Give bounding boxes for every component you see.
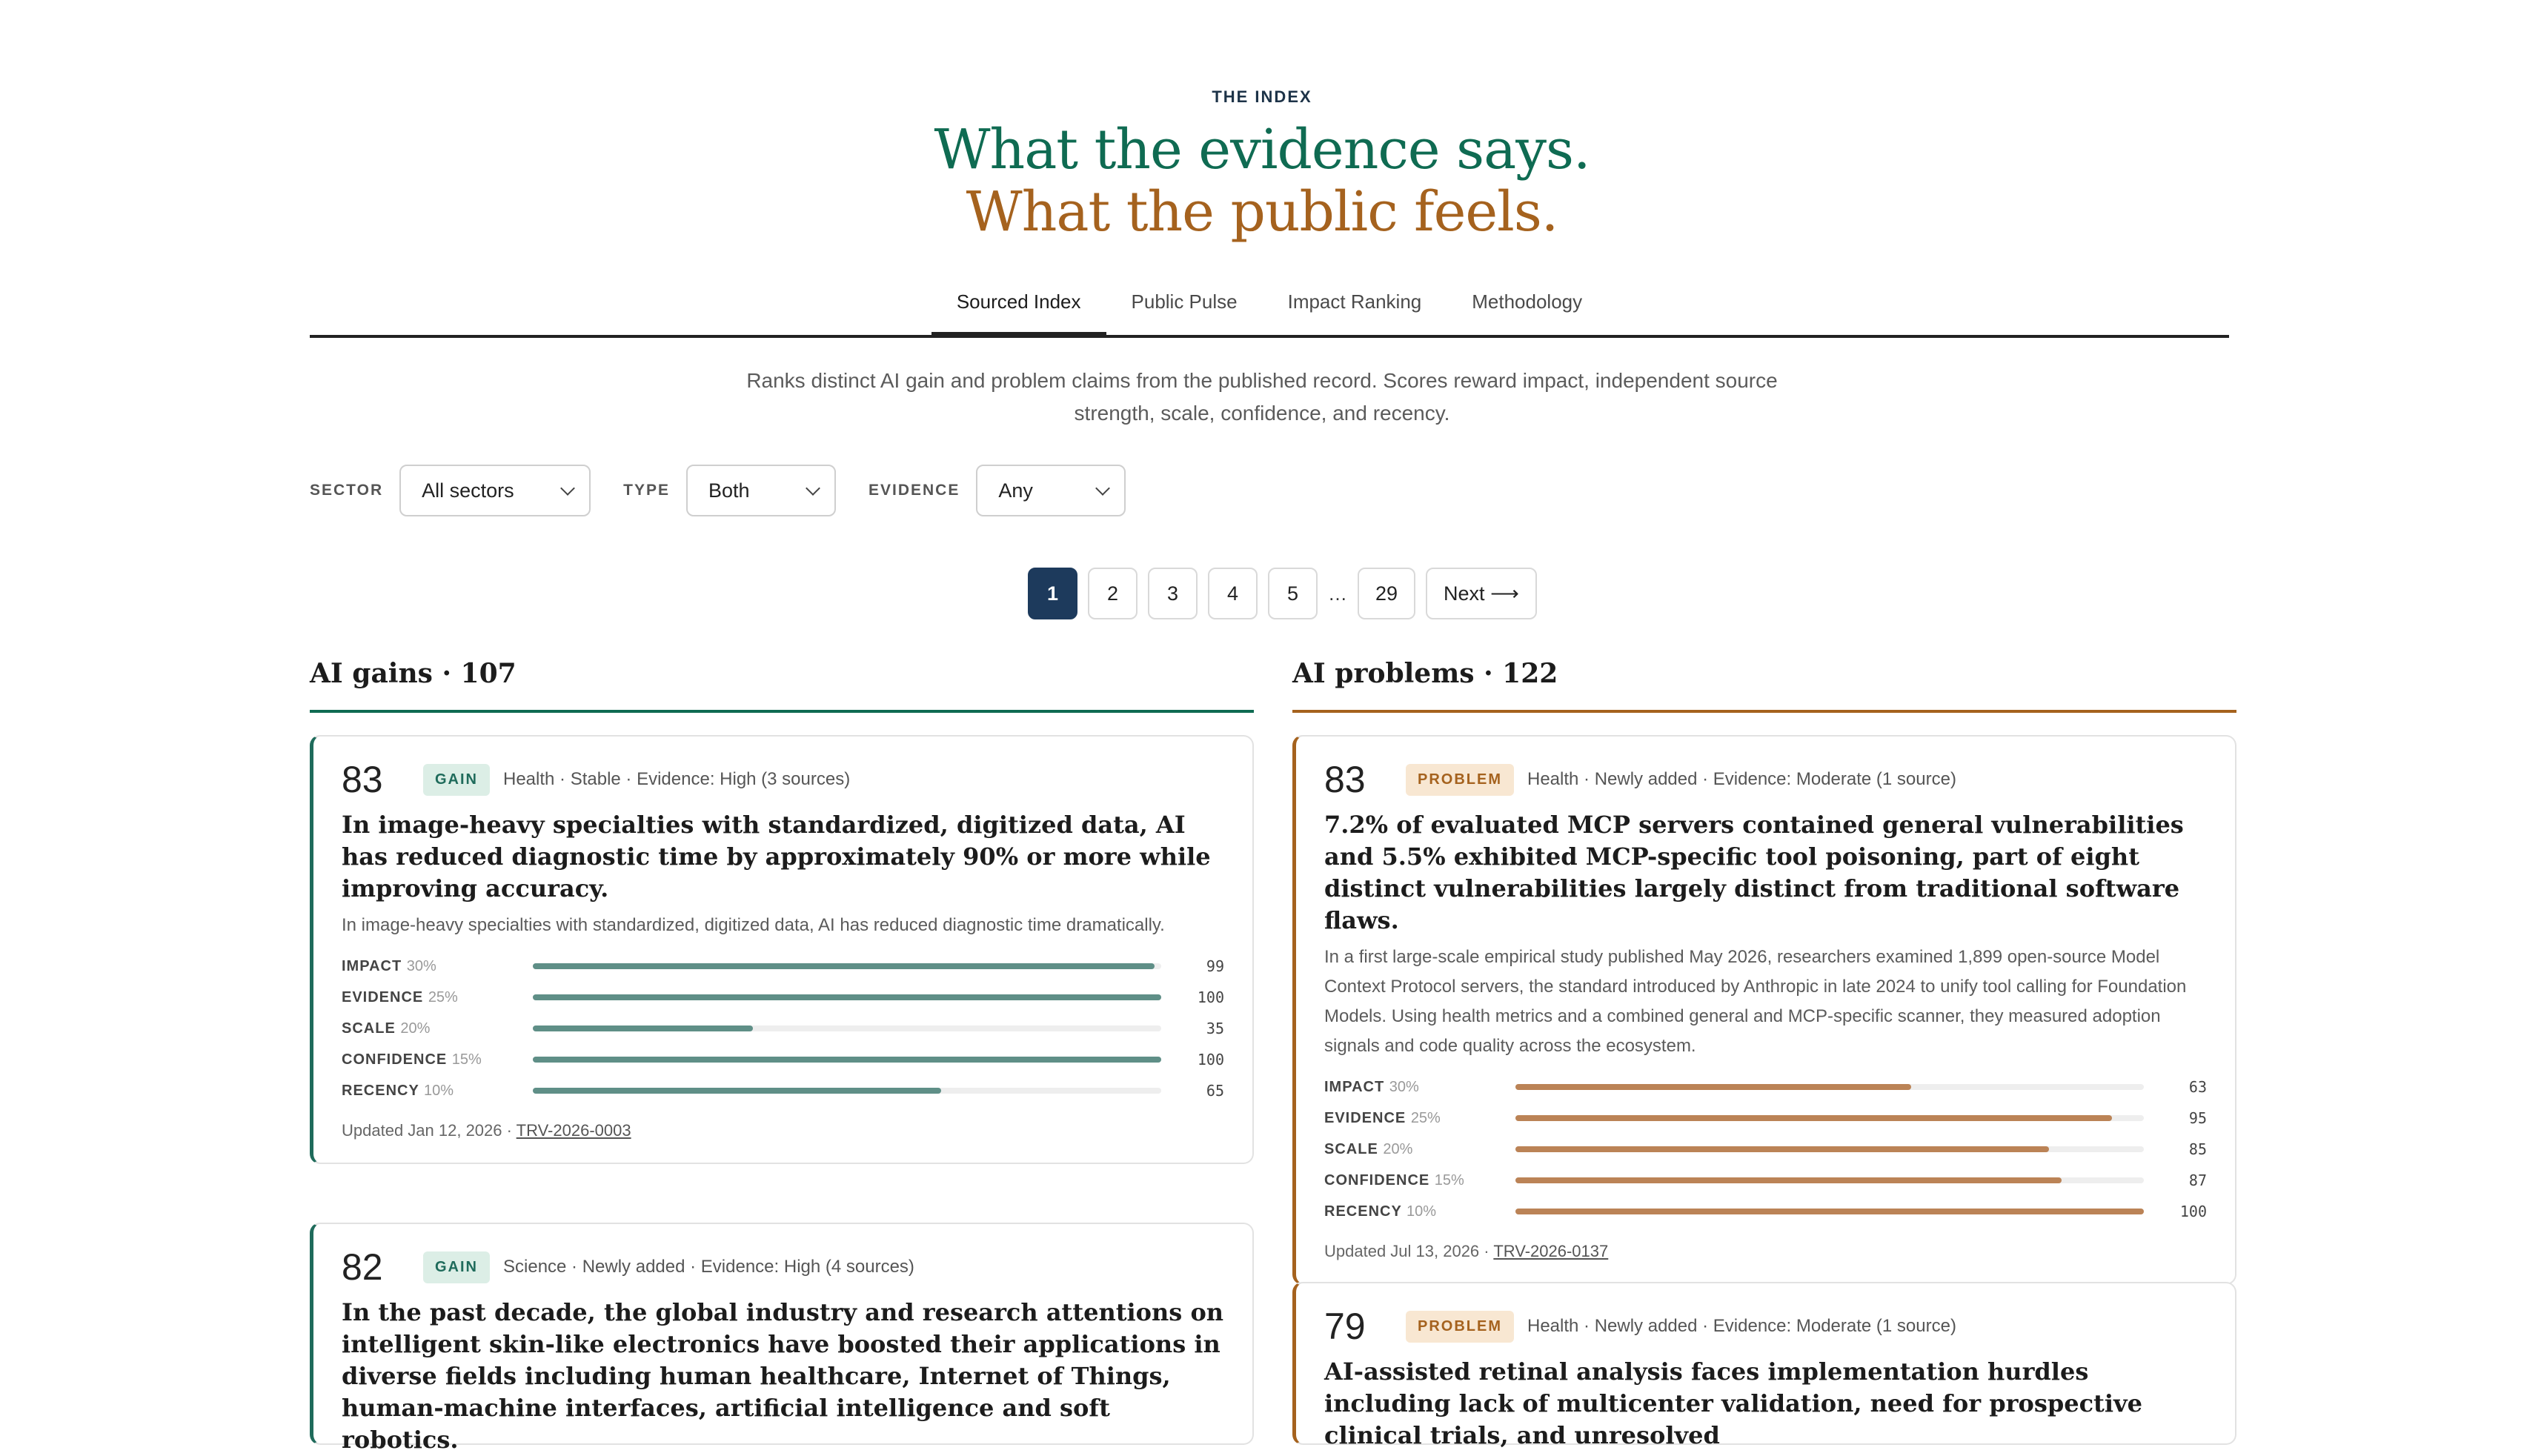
metric-row-scale: [342, 1013, 1224, 1044]
metric-bar-fill: [533, 963, 1155, 969]
type-select-value: Both: [708, 479, 750, 502]
metric-value: 87: [2188, 1171, 2207, 1189]
reference-link[interactable]: TRV-2026-0137: [1493, 1242, 1609, 1260]
card-updated: [1324, 1242, 2207, 1283]
chevron-down-icon: [1095, 481, 1110, 496]
metric-value: 100: [2179, 1203, 2207, 1220]
metric-bar-fill: [533, 994, 1160, 1000]
metric-weight: 15%: [451, 1051, 482, 1068]
card-score: 83: [1324, 759, 1366, 800]
problem-card[interactable]: [1292, 735, 2236, 1285]
metric-weight: 30%: [1389, 1078, 1419, 1095]
card-title: 7.2% of evaluated MCP servers contained general vulnerabilities and 5.5% exhibited MCP-specific tool poisoning, part of eight distinct vulnerabilities largely distinct from traditional software flaws.: [1324, 811, 2184, 934]
metric-label: CONFIDENCE: [1324, 1171, 1430, 1189]
metric-bar: [533, 1025, 1160, 1031]
metric-value: 95: [2188, 1109, 2207, 1127]
score-breakdown: [342, 951, 1224, 1106]
card-meta: Health · Newly added · Evidence: Moderate (1 source): [1527, 769, 1956, 789]
metric-bar-fill: [1515, 1084, 1911, 1090]
card-title: AI-assisted retinal analysis faces implementation hurdles including lack of multicenter validation, need for prospective clinical trials, and unresolved: [1324, 1357, 2142, 1449]
problems-column-title: AI problems · 122: [1292, 658, 2236, 713]
pagination-ellipsis: …: [1328, 582, 1347, 605]
card-title: In the past decade, the global industry and research attentions on intelligent skin-like electronics have boosted their applications in diverse fields including human healthcare, Internet of Things, human-machine interfaces, artificial intelligence and soft robotics.: [342, 1298, 1224, 1454]
metric-row-confidence: [342, 1044, 1224, 1075]
card-meta: Health · Newly added · Evidence: Moderate (1 source): [1527, 1316, 1956, 1336]
metric-bar: [1515, 1177, 2143, 1183]
metric-row-evidence: [1324, 1103, 2207, 1134]
metric-row-impact: [342, 951, 1224, 982]
metric-row-impact: [1324, 1071, 2207, 1103]
filter-bar: [310, 465, 1126, 516]
gain-badge: GAIN: [423, 1251, 490, 1283]
metric-bar: [1515, 1146, 2143, 1152]
card-score: 83: [342, 759, 383, 800]
page-5-button[interactable]: 5: [1268, 568, 1318, 619]
type-filter-label: TYPE: [623, 482, 670, 499]
score-breakdown: [1324, 1071, 2207, 1227]
type-select[interactable]: [686, 465, 836, 516]
gain-badge: GAIN: [423, 764, 490, 796]
tab-public-pulse[interactable]: Public Pulse: [1131, 290, 1238, 313]
metric-weight: 30%: [406, 957, 436, 974]
metric-bar: [1515, 1115, 2143, 1121]
metric-bar: [533, 994, 1160, 1000]
index-description: Ranks distinct AI gain and problem claims from the published record. Scores reward impact, independent source strength, scale, confidence, and recency.: [746, 369, 1778, 425]
metric-weight: 20%: [1383, 1140, 1413, 1157]
card-score: 82: [342, 1246, 383, 1288]
problem-badge: PROBLEM: [1406, 764, 1514, 796]
metric-bar-fill: [1515, 1177, 2062, 1183]
gains-column-title: AI gains · 107: [310, 658, 1254, 713]
next-page-button[interactable]: Next ⟶: [1426, 568, 1537, 619]
gain-card[interactable]: [310, 735, 1254, 1164]
metric-value: 63: [2188, 1078, 2207, 1096]
page-4-button[interactable]: 4: [1208, 568, 1258, 619]
metric-label: IMPACT: [342, 957, 402, 974]
metric-row-confidence: [1324, 1165, 2207, 1196]
page-3-button[interactable]: 3: [1148, 568, 1198, 619]
metric-label: SCALE: [1324, 1140, 1378, 1157]
pagination: [1028, 568, 1547, 619]
evidence-select[interactable]: [976, 465, 1126, 516]
metric-bar-fill: [533, 1057, 1160, 1063]
tab-impact-ranking[interactable]: Impact Ranking: [1287, 290, 1422, 313]
metric-weight: 10%: [1407, 1203, 1437, 1220]
metric-value: 100: [1197, 1051, 1224, 1068]
metric-weight: 25%: [428, 988, 458, 1005]
metric-label: EVIDENCE: [342, 988, 424, 1005]
updated-date: Updated Jan 12, 2026 ·: [342, 1121, 517, 1140]
page-1-button[interactable]: 1: [1028, 568, 1077, 619]
metric-row-recency: [1324, 1196, 2207, 1227]
metric-label: RECENCY: [1324, 1203, 1402, 1220]
chevron-down-icon: [560, 481, 575, 496]
metric-value: 100: [1197, 988, 1224, 1006]
metric-label: EVIDENCE: [1324, 1109, 1407, 1126]
metric-bar: [533, 963, 1160, 969]
metric-row-scale: [1324, 1134, 2207, 1165]
metric-row-recency: [342, 1075, 1224, 1106]
problem-card[interactable]: [1292, 1282, 2236, 1449]
card-summary: In image-heavy specialties with standardized, digitized data, AI has reduced diagnostic time dramatically.: [342, 915, 1165, 935]
metric-weight: 15%: [1434, 1171, 1464, 1189]
metric-label: IMPACT: [1324, 1078, 1385, 1095]
card-meta: Health · Stable · Evidence: High (3 sources): [503, 769, 851, 789]
metric-label: RECENCY: [342, 1082, 419, 1099]
metric-label: SCALE: [342, 1020, 396, 1037]
metric-bar-fill: [533, 1088, 941, 1094]
card-updated: [342, 1121, 1224, 1163]
card-summary: In a first large-scale empirical study published May 2026, researchers examined 1,899 open-source Model Context Protocol servers, the standard introduced by Anthropic in late 2024 to unify tool calling for Foundation Models. Using health metrics and a combined general and MCP-specific scanner, they measured adoption signals and code quality across the ecosystem.: [1324, 947, 2187, 1056]
sector-filter-label: SECTOR: [310, 482, 384, 499]
sector-select-value: All sectors: [422, 479, 514, 502]
chevron-down-icon: [806, 481, 820, 496]
metric-value: 99: [1206, 957, 1224, 975]
card-meta: Science · Newly added · Evidence: High (4 sources): [503, 1257, 914, 1277]
headline-evidence: What the evidence says.: [934, 118, 1590, 182]
metric-bar: [1515, 1084, 2143, 1090]
tab-sourced-index[interactable]: Sourced Index: [931, 273, 1106, 335]
metric-bar-fill: [1515, 1115, 2112, 1121]
page-29-button[interactable]: 29: [1358, 568, 1415, 619]
metric-bar: [533, 1088, 1160, 1094]
metric-bar-fill: [1515, 1146, 2049, 1152]
metric-weight: 10%: [424, 1082, 454, 1099]
metric-bar-fill: [1515, 1209, 2143, 1214]
metric-value: 35: [1206, 1020, 1224, 1037]
metric-value: 85: [2188, 1140, 2207, 1158]
sector-select[interactable]: [399, 465, 591, 516]
section-eyebrow: THE INDEX: [1212, 87, 1312, 106]
card-score: 79: [1324, 1306, 1366, 1347]
evidence-filter-label: EVIDENCE: [869, 482, 960, 499]
metric-bar-fill: [533, 1025, 752, 1031]
metric-weight: 20%: [400, 1020, 431, 1037]
reference-link[interactable]: TRV-2026-0003: [516, 1121, 631, 1140]
metric-value: 65: [1206, 1082, 1224, 1100]
metric-row-evidence: [342, 982, 1224, 1013]
evidence-select-value: Any: [998, 479, 1033, 502]
headline-public: What the public feels.: [966, 180, 1558, 244]
page-2-button[interactable]: 2: [1088, 568, 1138, 619]
metric-bar: [533, 1057, 1160, 1063]
card-title: In image-heavy specialties with standardized, digitized data, AI has reduced diagnostic time by approximately 90% or more while improving accuracy.: [342, 811, 1211, 902]
updated-date: Updated Jul 13, 2026 ·: [1324, 1242, 1494, 1260]
metric-label: CONFIDENCE: [342, 1051, 448, 1068]
metric-bar: [1515, 1209, 2143, 1214]
tab-bar: [310, 273, 2229, 338]
metric-weight: 25%: [1410, 1109, 1441, 1126]
gain-card[interactable]: [310, 1223, 1254, 1454]
problem-badge: PROBLEM: [1406, 1311, 1514, 1343]
tab-methodology[interactable]: Methodology: [1472, 290, 1583, 313]
